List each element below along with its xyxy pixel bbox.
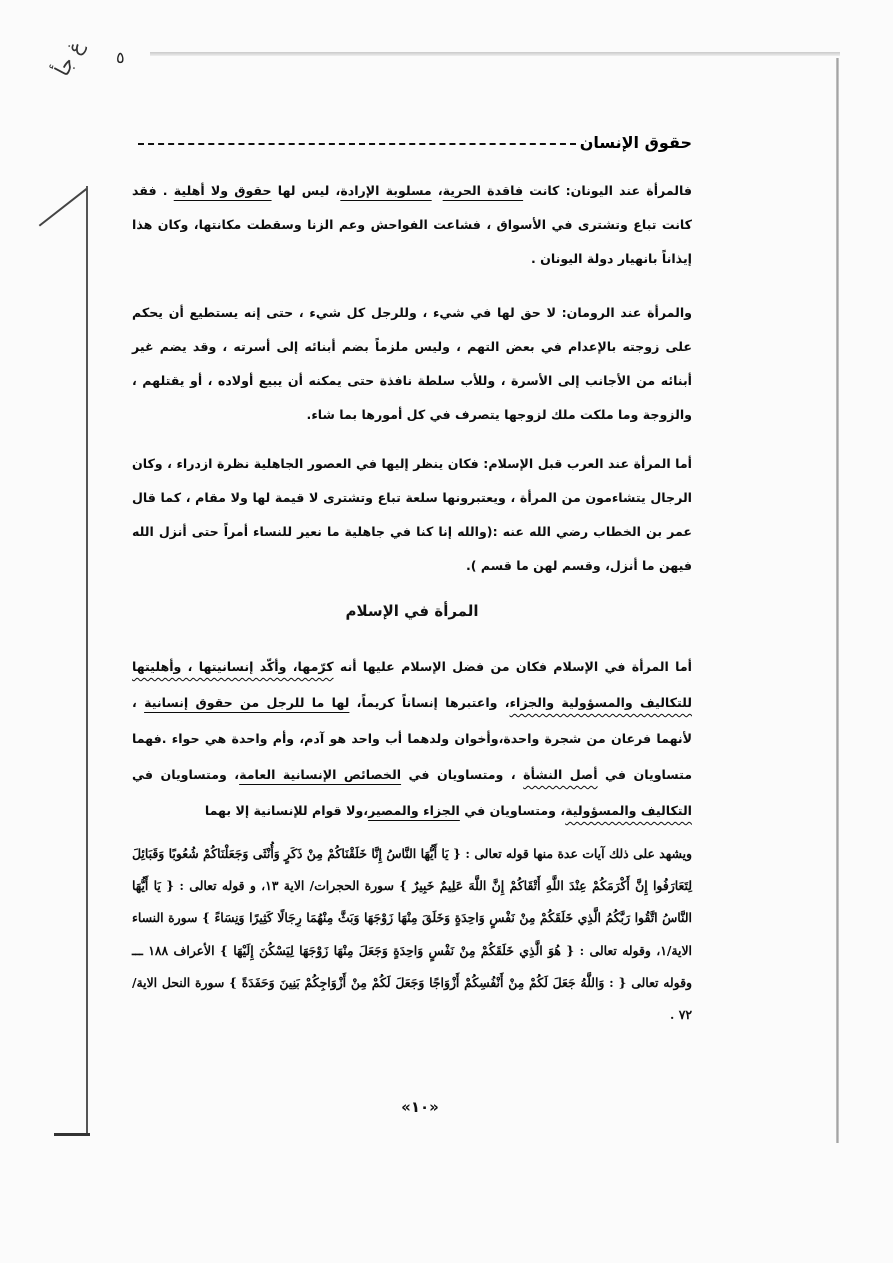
running-header xyxy=(138,122,692,162)
margin-scribble: غ جأ xyxy=(49,36,89,80)
islam-underline-4: الخصائص الإنسانية العامة xyxy=(239,767,402,782)
greek-text-before: فالمرأة عند اليونان: كانت xyxy=(523,183,692,198)
margin-mark: ٥ xyxy=(116,48,125,67)
greek-underline-3: حقوق ولا أهلية xyxy=(173,183,272,198)
paragraph-roman: والمرأة عند الرومان: لا حق لها في شيء ، وللرجل كل شيء ، حتى إنه يستطيع أن يحكم على زوجته بالإعدام في بعض التهم ، وليس ملزماً بضم أبنائه إلى أسرته ، وقد يضم غير أبنائه من الأجانب إلى الأسرة ، وللأب سلطة نافذة حتى يمكنه أن يبيع أولاده ، أو يقتلهم ، والزوجة وما ملكت ملك لزوجها يتصرف في كل أمورها بما شاء. xyxy=(132,305,692,422)
scan-edge-right xyxy=(836,58,839,1143)
islam-text-7: ،ولا قوام للإنسانية إلا بهما xyxy=(204,803,369,818)
greek-underline-1: فاقدة الحرية xyxy=(442,183,524,198)
left-margin-line xyxy=(86,186,88,1136)
left-margin-foot xyxy=(54,1133,90,1136)
section-title: المرأة في الإسلام xyxy=(345,602,479,620)
islam-underline-3: أصل النشأة xyxy=(523,767,598,782)
greek-text-after: . فقد كانت تباع وتشترى في الأسواق ، فشاعت الفواحش وعم الزنا وسقطت مكانتها، وكان هذا إيذاناً بانهيار دولة اليونان . xyxy=(132,183,692,266)
header-title: حقوق الإنسان xyxy=(579,132,692,152)
paragraph-arabs: أما المرأة عند العرب قبل الإسلام: فكان ينظر إليها في العصور الجاهلية نظرة ازدراء ، وكان الرجال يتشاءمون من المرأة ، ويعتبرونها سلعة تباع وتشترى لا قيمة لها ولا مقام ، كما قال عمر بن الخطاب رضي الله عنه :(والله إنا كنا في جاهلية ما نعير للنساء أمراً حتى أنزل الله فيهن ما أنزل، وقسم لهن ما قسم ). xyxy=(132,456,692,573)
islam-underline-1: كرّمها، وأكّد إنسانيتها ، وأهليتها للتكاليف والمسؤولية والجزاء xyxy=(132,659,692,710)
greek-text-mid: ، xyxy=(431,183,443,198)
islam-text-2: ، واعتبرها إنساناً كريماً، xyxy=(349,695,510,710)
islam-text-3: ، لأنهما فرعان من شجرة واحدة،وأخوان ولدهما أب واحد هو آدم، وأم واحدة هي حواء .فهما متساويان في xyxy=(132,695,693,782)
paragraph-islam xyxy=(132,649,692,829)
islam-underline-6: الجزاء والمصير xyxy=(368,803,460,818)
greek-text-mid2: ، ليس لها xyxy=(271,183,341,198)
islam-underline-2: لها ما للرجل من حقوق إنسانية xyxy=(144,695,350,710)
islam-text-5: ، ومتساويان في xyxy=(132,767,240,782)
greek-underline-2: مسلوبة الإرادة xyxy=(340,183,432,198)
islam-text-6: ، ومتساويان في xyxy=(459,803,566,818)
paragraph-verses: ويشهد على ذلك آيات عدة منها قوله تعالى : { يَا أَيُّهَا النَّاسُ إِنَّا خَلَقْنَاكُمْ مِنْ ذَكَرٍ وَأُنْثَى وَجَعَلْنَاكُمْ شُعُوبًا وَقَبَائِلَ لِتَعَارَفُوا إِنَّ أَكْرَمَكُمْ عِنْدَ اللَّهِ أَتْقَاكُمْ إِنَّ اللَّهَ عَلِيمٌ خَبِيرٌ } سورة الحجرات/ الاية ١٣، و قوله تعالى : { يَا أَيُّهَا النَّاسُ اتَّقُوا رَبَّكُمُ الَّذِي خَلَقَكُمْ مِنْ نَفْسٍ وَاحِدَةٍ وَخَلَقَ مِنْهَا زَوْجَهَا وَبَثَّ مِنْهُمَا رِجَالًا كَثِيرًا وَنِسَاءً } سورة النساء الاية/١، وقوله تعالى : { هُوَ الَّذِي خَلَقَكُمْ مِنْ نَفْسٍ وَاحِدَةٍ وَجَعَلَ مِنْهَا زَوْجَهَا لِيَسْكُنَ إِلَيْهَا } الأعراف ١٨٨ ـــ وقوله تعالى { : وَاللَّهُ جَعَلَ لَكُمْ مِنْ أَنْفُسِكُمْ أَزْوَاجًا وَجَعَلَ لَكُمْ مِنْ أَزْوَاجِكُمْ بَنِينَ وَحَفَدَةً } سورة النحل الاية/ ٧٢ . xyxy=(132,846,692,1023)
islam-text-1: أما المرأة في الإسلام فكان من فضل الإسلام عليها أنه xyxy=(333,659,692,674)
islam-text-4: ، ومتساويان في xyxy=(401,767,524,782)
scan-edge-top xyxy=(150,52,840,56)
islam-underline-5: التكاليف والمسؤولية xyxy=(565,803,692,818)
header-dashed-rule xyxy=(138,143,576,145)
left-margin-slash xyxy=(39,188,88,227)
page-number: «١٠» xyxy=(401,1098,439,1116)
paragraph-greek xyxy=(132,174,692,276)
